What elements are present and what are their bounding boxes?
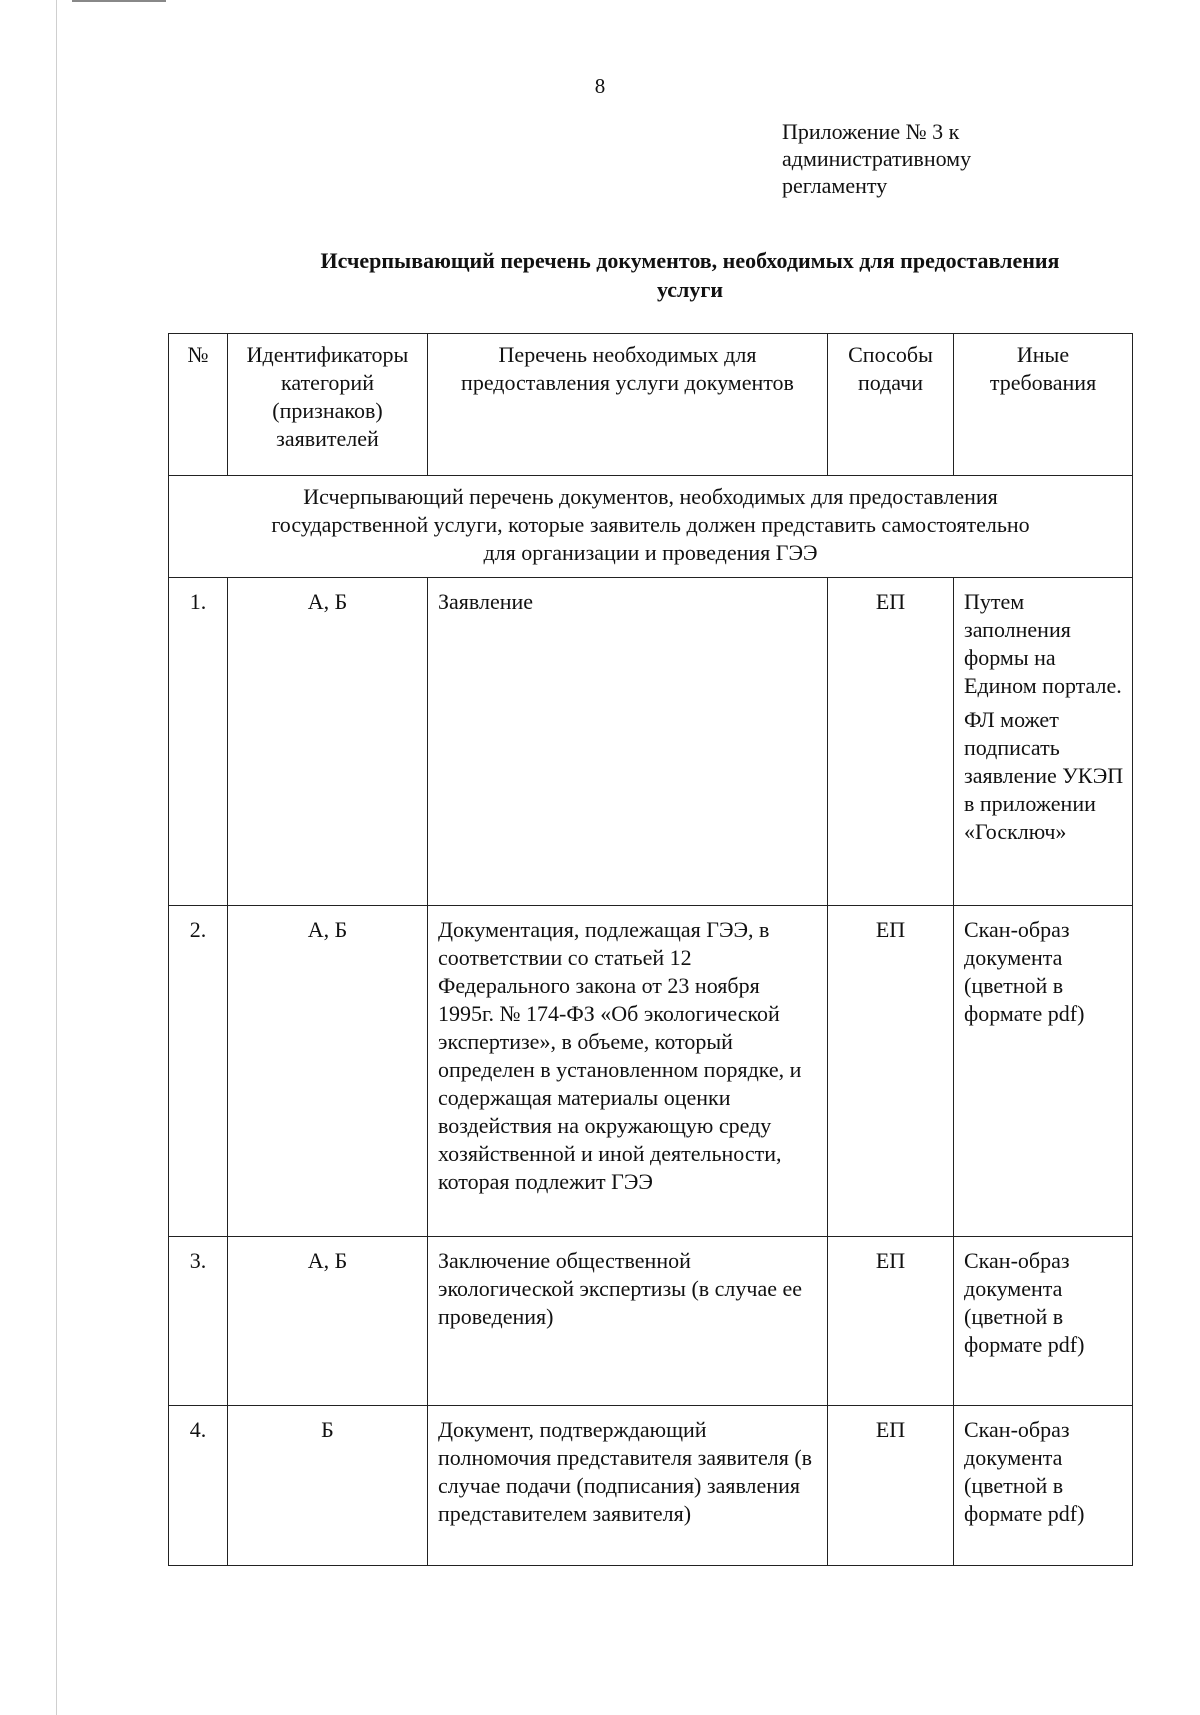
header-line: Идентификаторы	[246, 342, 409, 367]
header-line: Перечень необходимых для	[498, 342, 757, 367]
header-methods	[828, 334, 954, 476]
table-row	[169, 578, 1133, 906]
header-line: Иные	[1016, 342, 1070, 367]
row-method: ЕП	[828, 1406, 954, 1566]
header-line: заявителей	[276, 426, 379, 451]
header-line: (признаков)	[272, 398, 383, 423]
header-line: предоставления услуги документов	[461, 370, 794, 395]
row-number: 3.	[169, 1237, 228, 1406]
row-requirement	[954, 1237, 1133, 1406]
row-document: Заявление	[428, 578, 828, 906]
header-documents	[428, 334, 828, 476]
scan-edge-mark	[72, 0, 166, 2]
header-number-label: №	[187, 342, 209, 367]
header-line: подачи	[857, 370, 924, 395]
row-number: 1.	[169, 578, 228, 906]
requirement-paragraph: Скан-образ документа (цветной в формате pdf)	[964, 1248, 1085, 1357]
document-title	[250, 246, 1130, 304]
row-document: Документ, подтверждающий полномочия представителя заявителя (в случае подачи (подписания) заявления представителем заявителя)	[428, 1406, 828, 1566]
row-number: 4.	[169, 1406, 228, 1566]
appendix-line: регламенту	[782, 173, 888, 198]
section-row	[169, 476, 1133, 578]
row-requirement	[954, 906, 1133, 1237]
row-category: А, Б	[228, 1237, 428, 1406]
row-method: ЕП	[828, 906, 954, 1237]
table-row	[169, 906, 1133, 1237]
requirement-paragraph: Скан-образ документа (цветной в формате pdf)	[964, 1417, 1085, 1526]
header-line: Способы	[848, 342, 933, 367]
row-category: А, Б	[228, 906, 428, 1237]
requirement-paragraph: Путем заполнения формы на Едином портале.	[964, 589, 1122, 698]
row-category: Б	[228, 1406, 428, 1566]
row-requirement	[954, 578, 1133, 906]
header-number	[169, 334, 228, 476]
title-line: Исчерпывающий перечень документов, необходимых для предоставления	[320, 248, 1060, 273]
scan-border-line	[56, 0, 57, 1715]
header-line: требования	[989, 370, 1097, 395]
row-category: А, Б	[228, 578, 428, 906]
page-number: 8	[594, 74, 606, 98]
row-requirement	[954, 1406, 1133, 1566]
section-line: государственной услуги, которые заявитель должен представить самостоятельно	[271, 512, 1030, 537]
requirement-paragraph: Скан-образ документа (цветной в формате pdf)	[964, 917, 1085, 1026]
title-line: услуги	[656, 277, 724, 302]
header-categories	[228, 334, 428, 476]
documents-table	[168, 333, 1133, 1566]
row-document: Заключение общественной экологической экспертизы (в случае ее проведения)	[428, 1237, 828, 1406]
header-line: категорий	[281, 370, 374, 395]
section-heading	[169, 476, 1133, 578]
header-other-requirements	[954, 334, 1133, 476]
table-row	[169, 1237, 1133, 1406]
appendix-line: административному	[782, 146, 972, 171]
appendix-note	[782, 118, 1162, 199]
table-header-row	[169, 334, 1133, 476]
appendix-line: Приложение № 3 к	[782, 119, 960, 144]
row-number: 2.	[169, 906, 228, 1237]
requirement-paragraph: ФЛ может подписать заявление УКЭП в приложении «Госключ»	[964, 707, 1124, 844]
section-line: для организации и проведения ГЭЭ	[483, 540, 818, 565]
section-line: Исчерпывающий перечень документов, необходимых для предоставления	[303, 484, 998, 509]
row-method: ЕП	[828, 1237, 954, 1406]
row-document: Документация, подлежащая ГЭЭ, в соответствии со статьей 12 Федерального закона от 23 ноября 1995г. № 174-ФЗ «Об экологической экспертизе», в объеме, который определен в установленном порядке, и содержащая материалы оценки воздействия на окружающую среду хозяйственной и иной деятельности, которая подлежит ГЭЭ	[428, 906, 828, 1237]
table-row	[169, 1406, 1133, 1566]
row-method: ЕП	[828, 578, 954, 906]
